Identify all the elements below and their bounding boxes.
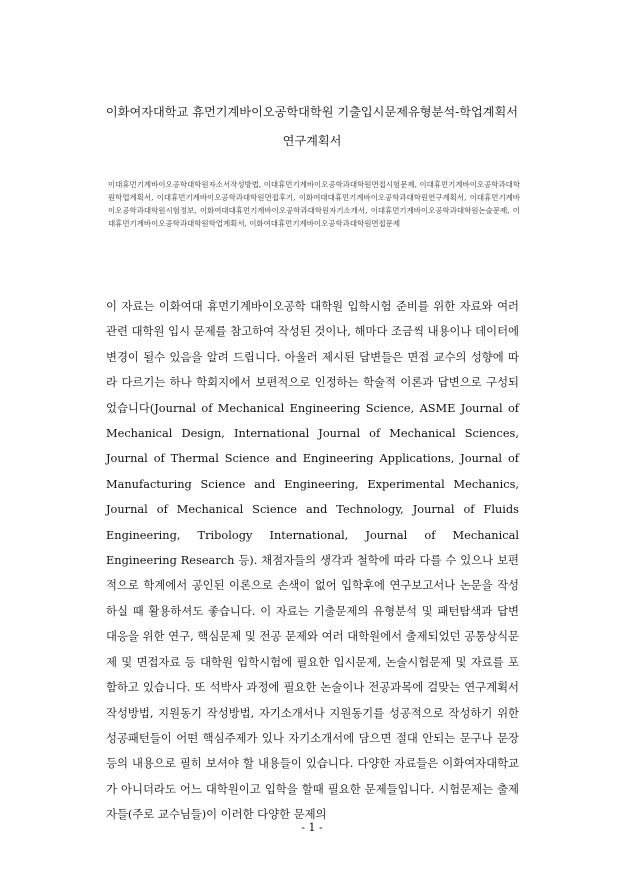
keywords-block: 이대휴먼기계바이오공학대학원자소서작성방법, 이대휴먼기계바이오공학과대학원면접시험문제, 이대휴먼기계바이오공학과대학원학업계획서, 이대휴먼기계바이오공학과대학원면접후기, 이화여대대휴먼기계바이오공학과대학원연구계획서, 이대휴먼기계바이오공학과대학원시험정보, 이화여대대휴먼기계바이오공학과대학원자기소개서, 이대휴먼기계바이오공학과대학원논술문제, 이대휴먼기계바이오공학과대학원학업계획서, 이화여대휴먼기계바이오공학과대학원면접문제 [108, 180, 520, 229]
body-paragraph: 이 자료는 이화여대 휴먼기계바이오공학 대학원 입학시험 준비를 위한 자료와 여러 관련 대학원 입시 문제를 참고하여 작성된 것이나, 해마다 조금씩 내용이나 데이터에 변경이 될수 있음을 알려 드립니다. 아울러 제시된 답변들은 면접 교수의 성향에 따라 다르기는 하나 학회지에서 보편적으로 인정하는 학술적 이론과 답변으로 구성되었습니다(Journal of Mechanical Engineering Science, ASME Journal of Mechanical Design, International Journal of Mechanical Sciences, Journal of Thermal Science and Engineering Applications, Journal of Manufacturing Science and Engineering, Experimental Mechanics, Journal of Mechanical Science and Technology, Journal of Fluids Engineering, Tribology International, Journal of Mechanical Engineering Research 등). 채점자들의 생각과 철학에 따라 다를 수 있으나 보편적으로 학계에서 공인된 이론으로 손색이 없어 입학후에 연구보고서나 논문을 작성하실 때 활용하셔도 좋습니다. 이 자료는 기출문제의 유형분석 및 패턴탐색과 답변 대응을 위한 연구, 핵심문제 및 전공 문제와 여러 대학원에서 출제되었던 공통상식문제 및 면접자료 등 대학원 입학시험에 필요한 입시문제, 논술시험문제 및 자료를 포함하고 있습니다. 또 석박사 과정에 필요한 논술이나 전공과목에 걸맞는 연구계획서 작성방법, 지원동기 작성방법, 자기소개서나 지원동기를 성공적으로 작성하기 위한 성공패턴들이 어떤 핵심주제가 있나 자기소개서에 담으면 절대 안되는 문구나 문장 등의 내용으로 필히 보셔야 할 내용들이 있습니다. 다양한 자료들은 이화여자대학교가 아니더라도 어느 대학원이고 입학을 할때 필요한 문제들입니다. 시험문제는 출제자들(주로 교수님들)이 이러한 다양한 문제의 [106, 299, 519, 822]
page-number: - 1 - [301, 821, 323, 834]
document-subtitle: 연구계획서 [282, 134, 342, 148]
document-title: 이화여자대학교 휴먼기계바이오공학대학원 기출입시문제유형분석-학업계획서 [105, 105, 519, 119]
